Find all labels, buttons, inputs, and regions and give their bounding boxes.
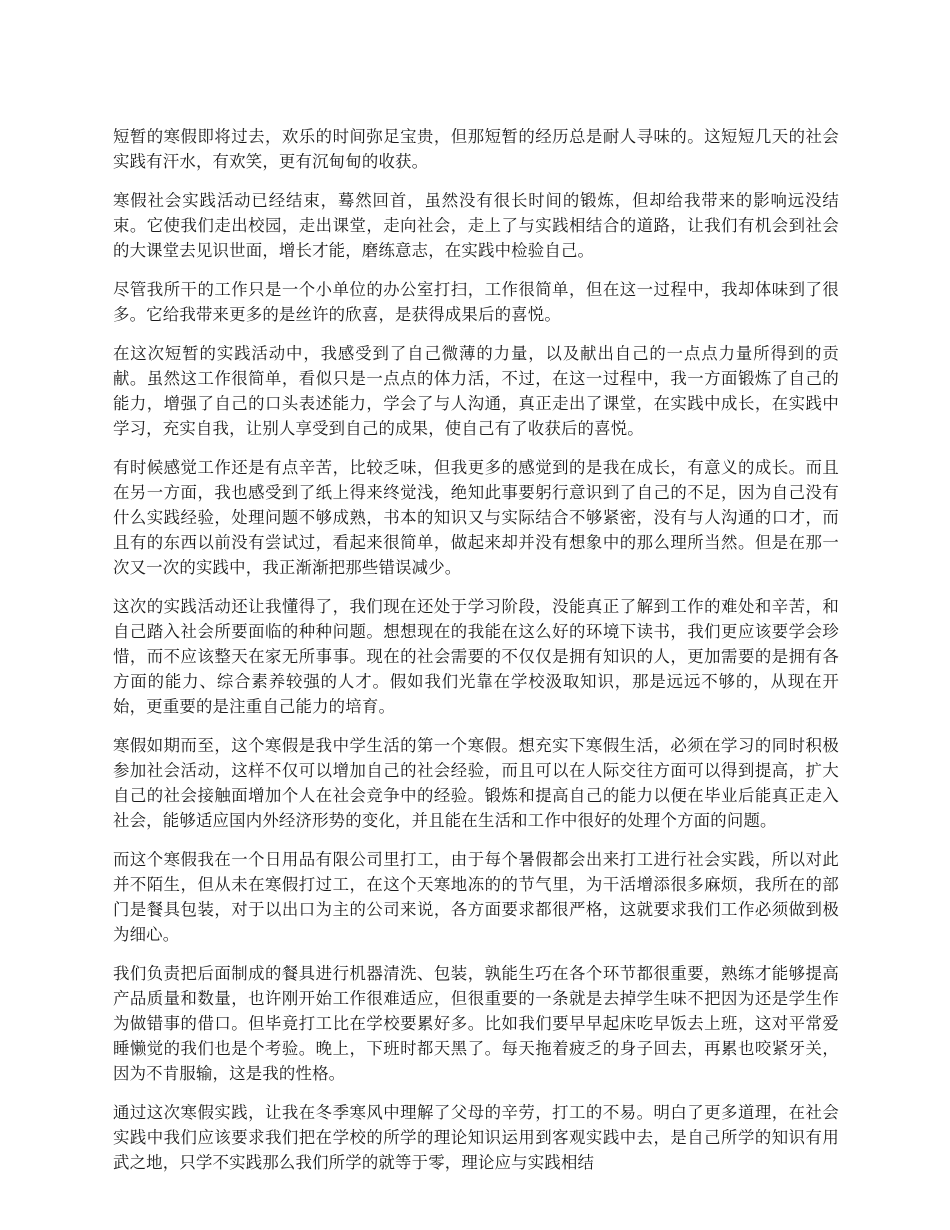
- paragraph: 寒假社会实践活动已经结束，蓦然回首，虽然没有很长时间的锻炼，但却给我带来的影响远没结束。它使我们走出校园，走出课堂，走向社会，走上了与实践相结合的道路，让我们有机会到社会的大课堂去见识世面，增长才能，磨练意志，在实践中检验自己。: [113, 191, 839, 260]
- paragraph: 有时候感觉工作还是有点辛苦，比较乏味，但我更多的感觉到的是我在成长，有意义的成长。而且在另一方面，我也感受到了纸上得来终觉浅，绝知此事要躬行意识到了自己的不足，因为自己没有什么实践经验，处理问题不够成熟，书本的知识又与实际结合不够紧密，没有与人沟通的口才，而且有的东西以前没有尝试过，看起来很简单，做起来却并没有想象中的那么理所当然。但是在那一次又一次的实践中，我正渐渐把那些错误减少。: [113, 458, 839, 577]
- paragraph: 通过这次寒假实践，让我在冬季寒风中理解了父母的辛劳，打工的不易。明白了更多道理，在社会实践中我们应该要求我们把在学校的所学的理论知识运用到客观实践中去，是自己所学的知识有用武之地，只学不实践那么我们所学的就等于零，理论应与实践相结: [113, 1103, 839, 1172]
- paragraph: 尽管我所干的工作只是一个小单位的办公室打扫，工作很简单，但在这一过程中，我却体味到了很多。它给我带来更多的是丝许的欣喜，是获得成果后的喜悦。: [113, 280, 839, 324]
- paragraph: 短暂的寒假即将过去，欢乐的时间弥足宝贵，但那短暂的经历总是耐人寻味的。这短短几天的社会实践有汗水，有欢笑，更有沉甸甸的收获。: [113, 127, 839, 171]
- paragraph: 而这个寒假我在一个日用品有限公司里打工，由于每个暑假都会出来打工进行社会实践，所以对此并不陌生，但从未在寒假打过工，在这个天寒地冻的的节气里，为干活增添很多麻烦，我所在的部门是餐具包装，对于以出口为主的公司来说，各方面要求都很严格，这就要求我们工作必须做到极为细心。: [113, 850, 839, 944]
- paragraph: 在这次短暂的实践活动中，我感受到了自己微薄的力量，以及献出自己的一点点力量所得到的贡献。虽然这工作很简单，看似只是一点点的体力活，不过，在这一过程中，我一方面锻炼了自己的能力，增强了自己的口头表述能力，学会了与人沟通，真正走出了课堂，在实践中成长，在实践中学习，充实自我，让别人享受到自己的成果，使自己有了收获后的喜悦。: [113, 344, 839, 438]
- document-body: [113, 124, 839, 1189]
- paragraph: 这次的实践活动还让我懂得了，我们现在还处于学习阶段，没能真正了解到工作的难处和辛苦，和自己踏入社会所要面临的种种问题。想想现在的我能在这么好的环境下读书，我们更应该要学会珍惜，而不应该整天在家无所事事。现在的社会需要的不仅仅是拥有知识的人，更加需要的是拥有各方面的能力、综合素养较强的人才。假如我们光靠在学校汲取知识，那是远远不够的，从现在开始，更重要的是注重自己能力的培育。: [113, 597, 839, 716]
- paragraph: 寒假如期而至，这个寒假是我中学生活的第一个寒假。想充实下寒假生活，必须在学习的同时积极参加社会活动，这样不仅可以增加自己的社会经验，而且可以在人际交往方面可以得到提高，扩大自己的社会接触面增加个人在社会竞争中的经验。锻炼和提高自己的能力以便在毕业后能真正走入社会，能够适应国内外经济形势的变化，并且能在生活和工作中很好的处理个方面的问题。: [113, 736, 839, 830]
- paragraph: 我们负责把后面制成的餐具进行机器清洗、包装，孰能生巧在各个环节都很重要，熟练才能够提高产品质量和数量，也许刚开始工作很难适应，但很重要的一条就是去掉学生味不把因为还是学生作为做错事的借口。但毕竟打工比在学校要累好多。比如我们要早早起床吃早饭去上班，这对平常爱睡懒觉的我们也是个考验。晚上，下班时都天黑了。每天拖着疲乏的身子回去，再累也咬紧牙关，因为不肯服输，这是我的性格。: [113, 964, 839, 1083]
